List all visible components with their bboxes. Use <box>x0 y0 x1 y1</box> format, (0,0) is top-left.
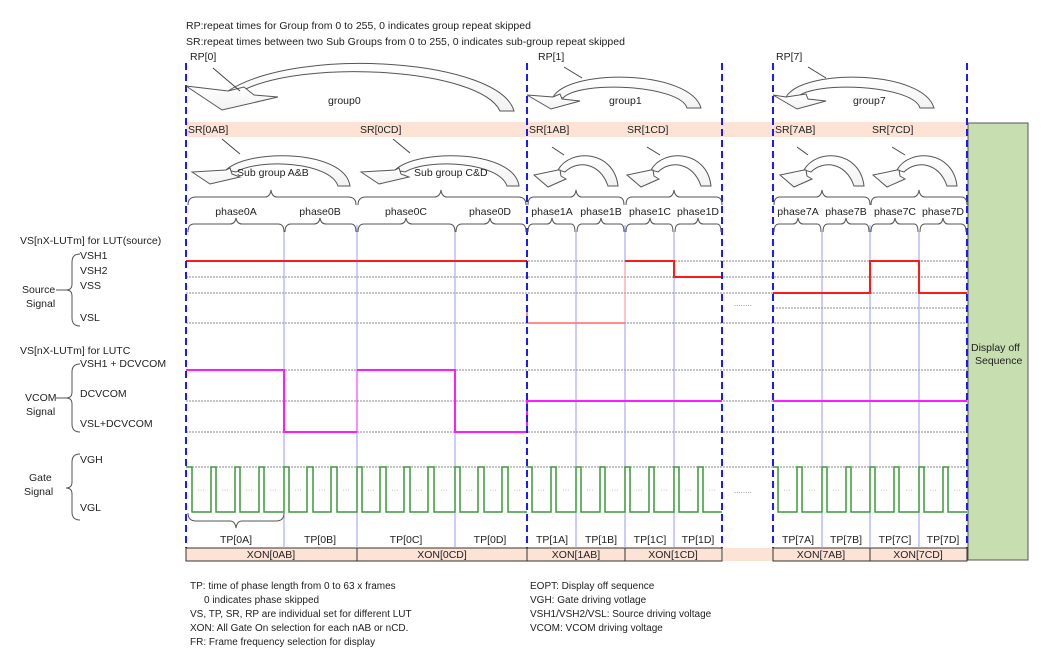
gate-trace <box>186 467 967 512</box>
tp-label: TP[7C] <box>878 534 912 546</box>
svg-text:···: ··· <box>586 487 594 494</box>
phase-label: phase1C <box>628 206 672 218</box>
svg-text:···: ··· <box>197 487 205 494</box>
phase-label: phase7C <box>873 206 917 218</box>
footnote-tp: TP: time of phase length from 0 to 63 x frames <box>190 581 396 592</box>
svg-text:···: ··· <box>342 487 350 494</box>
phase-braces <box>188 190 967 528</box>
footnote-xon: XON: All Gate On selection for each nAB or nCD. <box>190 623 409 634</box>
xon-label: XON[1CD] <box>648 549 698 561</box>
sr-label-7ab: SR[7AB] <box>775 124 816 136</box>
subgroup-label-cd: Sub group C&D <box>414 167 488 179</box>
svg-text:···: ··· <box>562 487 570 494</box>
source-signal-label-l2: Signal <box>26 298 56 310</box>
svg-text:···: ··· <box>367 487 375 494</box>
svg-text:···: ··· <box>440 487 448 494</box>
phase-label: phase1A <box>531 206 573 218</box>
label-leader-lines <box>213 67 905 155</box>
footnote-tp-skip: 0 indicates phase skipped <box>204 595 320 606</box>
xon-label: XON[0AB] <box>246 549 296 561</box>
level-label-vss: VSS <box>80 280 102 292</box>
rp-label-group1: RP[1] <box>538 51 565 63</box>
svg-text:···: ··· <box>221 487 229 494</box>
level-label-vsh2: VSH2 <box>80 265 108 277</box>
sr-label-7cd: SR[7CD] <box>872 124 914 136</box>
tp-label: TP[1D] <box>681 534 715 546</box>
group-name-group1: group1 <box>609 95 642 107</box>
gate-signal-label-l2: Signal <box>24 486 54 498</box>
svg-text:···: ··· <box>465 487 473 494</box>
svg-text:···: ··· <box>489 487 497 494</box>
xon-label: XON[1AB] <box>551 549 601 561</box>
svg-text:···: ··· <box>269 487 277 494</box>
vcom-signal-label-l1: VCOM <box>25 392 57 404</box>
tp-label: TP[0A] <box>219 534 253 546</box>
tp-label: TP[0C] <box>389 534 423 546</box>
tp-label: TP[0B] <box>303 534 337 546</box>
svg-text:···: ··· <box>513 487 521 494</box>
phase-label: phase0D <box>468 206 512 218</box>
tp-label: TP[1A] <box>535 534 569 546</box>
svg-text:···: ··· <box>783 487 791 494</box>
rp-label-group0: RP[0] <box>190 51 217 63</box>
tp-label: TP[7B] <box>829 534 863 546</box>
display-off-label-l1: Display off <box>971 342 1020 354</box>
phase-label: phase7B <box>825 206 867 218</box>
phase-label: phase0B <box>299 206 341 218</box>
svg-text:···: ··· <box>684 487 692 494</box>
level-label-vgh: VGH <box>80 454 103 466</box>
svg-text:···: ··· <box>245 487 253 494</box>
sr-label-0ab: SR[0AB] <box>188 124 229 136</box>
svg-text:···: ··· <box>391 487 399 494</box>
tp-label: TP[1B] <box>584 534 618 546</box>
tp-label: TP[7D] <box>926 534 960 546</box>
svg-text:···: ··· <box>708 487 716 494</box>
header-note-sr: SR:repeat times between two Sub Groups from 0 to 255, 0 indicates sub-group repeat skipped <box>186 36 625 48</box>
svg-text:···: ··· <box>294 487 302 494</box>
phase-label: phase0C <box>384 206 428 218</box>
phase-label: phase7A <box>777 206 819 218</box>
svg-text:···: ··· <box>415 487 423 494</box>
group-name-group0: group0 <box>328 95 361 107</box>
phase-label: phase1D <box>676 206 720 218</box>
level-label-dcvcom: DCVCOM <box>80 388 127 400</box>
level-label-vsh1: VSH1 <box>80 250 108 262</box>
footnote-fr: FR: Frame frequency selection for display <box>190 637 376 648</box>
footnote-vgh: VGH: Gate driving votlage <box>530 595 647 606</box>
svg-text:···: ··· <box>808 487 816 494</box>
group-name-group7: group7 <box>853 95 886 107</box>
level-label-vgl: VGL <box>80 502 102 514</box>
subgroup-label-ab: Sub group A&B <box>237 167 309 179</box>
display-off-label-l2: Sequence <box>975 355 1023 367</box>
sr-label-1ab: SR[1AB] <box>529 124 570 136</box>
svg-text:···: ··· <box>880 487 888 494</box>
rp-label-group7: RP[7] <box>776 51 803 63</box>
gap-ellipsis-source: ........ <box>734 299 752 308</box>
footnote-vcom: VCOM: VCOM driving voltage <box>530 623 663 634</box>
svg-text:···: ··· <box>318 487 326 494</box>
source-lut-title: VS[nX-LUTm] for LUT(source) <box>20 235 162 247</box>
header-note-rp: RP:repeat times for Group from 0 to 255, 0 indicates group repeat skipped <box>186 20 531 32</box>
xon-label: XON[7AB] <box>796 549 846 561</box>
footnote-vsh: VSH1/VSH2/VSL: Source driving voltage <box>530 609 712 620</box>
svg-text:···: ··· <box>611 487 619 494</box>
svg-text:···: ··· <box>856 487 864 494</box>
xon-label: XON[7CD] <box>893 549 943 561</box>
svg-text:···: ··· <box>537 487 545 494</box>
level-label-vsl: VSL <box>80 312 100 324</box>
signal-group-braces <box>56 254 80 520</box>
source-signal-label-l1: Source <box>22 284 56 296</box>
tp-label: TP[0D] <box>473 534 507 546</box>
svg-text:···: ··· <box>635 487 643 494</box>
phase-label: phase0A <box>215 206 257 218</box>
svg-text:···: ··· <box>660 487 668 494</box>
svg-text:···: ··· <box>953 487 961 494</box>
sr-band <box>186 122 967 137</box>
tp-label: TP[1C] <box>633 534 667 546</box>
svg-text:···: ··· <box>929 487 937 494</box>
svg-text:···: ··· <box>832 487 840 494</box>
level-label-vsl-dcvcom: VSL+DCVCOM <box>80 418 153 430</box>
footnote-vs: VS, TP, SR, RP are individual set for different LUT <box>190 609 412 620</box>
phase-label: phase7D <box>921 206 965 218</box>
gate-signal-label-l1: Gate <box>29 472 52 484</box>
xon-label: XON[0CD] <box>417 549 467 561</box>
footnote-eopt: EOPT: Display off sequence <box>530 581 655 592</box>
vcom-signal-label-l2: Signal <box>26 406 56 418</box>
tp-label: TP[7A] <box>781 534 815 546</box>
phase-label: phase1B <box>580 206 622 218</box>
level-label-vsh1-dcvcom: VSH1 + DCVCOM <box>80 358 167 370</box>
svg-text:···: ··· <box>905 487 913 494</box>
sr-label-0cd: SR[0CD] <box>360 124 402 136</box>
vcom-lut-title: VS[nX-LUTm] for LUTC <box>20 345 131 357</box>
sr-label-1cd: SR[1CD] <box>627 124 669 136</box>
gap-ellipsis-gate: ........ <box>734 486 752 495</box>
